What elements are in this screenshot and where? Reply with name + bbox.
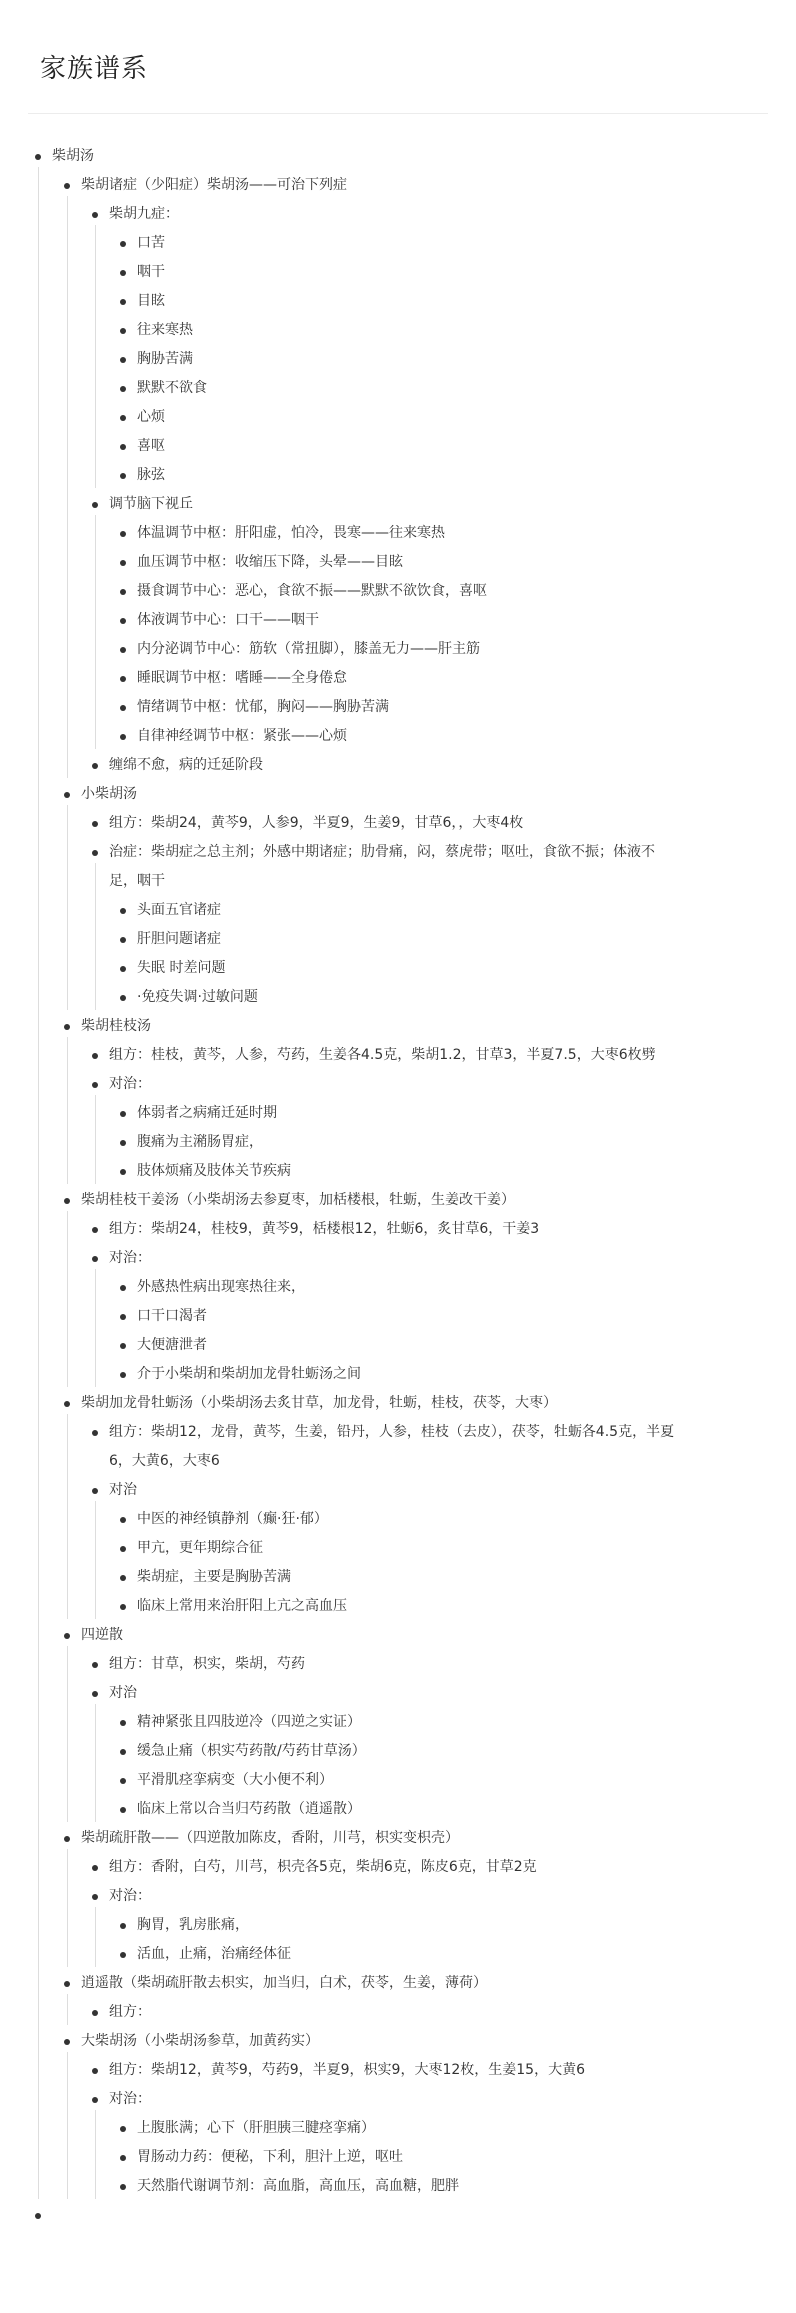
outline-bullet[interactable] [120, 618, 126, 624]
outline-bullet[interactable] [120, 676, 126, 682]
outline-bullet[interactable] [92, 1082, 98, 1088]
outline-bullet[interactable] [64, 2039, 70, 2045]
outline-item-text[interactable]: 组方：香附，白芍，川芎，枳壳各5克，柴胡6克，陈皮6克，甘草2克 [109, 1859, 537, 1875]
outline-bullet[interactable] [120, 2126, 126, 2132]
outline-item-text[interactable]: 组方：柴胡24，黄芩9，人参9，半夏9，生姜9，甘草6，，大枣4枚 [109, 815, 524, 831]
outline-item-text[interactable]: 血压调节中枢：收缩压下降，头晕——目眩 [137, 554, 403, 570]
outline-bullet[interactable] [120, 1778, 126, 1784]
outline-bullet[interactable] [120, 1604, 126, 1610]
outline-item-text[interactable]: 体温调节中枢：肝阳虚，怕冷，畏寒——往来寒热 [137, 525, 445, 541]
outline-bullet[interactable] [64, 183, 70, 189]
outline-bullet[interactable] [120, 560, 126, 566]
indent-guide [95, 863, 96, 1010]
outline-item-text[interactable]: 中医的神经镇静剂（癫·狂·郁） [137, 1511, 328, 1527]
outline-item-text[interactable]: 对治 [109, 1685, 137, 1701]
outline-item-text[interactable]: 胸胃，乳房胀痛， [137, 1917, 249, 1933]
outline-bullet[interactable] [120, 1343, 126, 1349]
outline-item-text[interactable]: 对治： [109, 1250, 151, 1266]
outline-item-text[interactable]: 逍遥散（柴胡疏肝散去枳实，加当归，白术，茯苓，生姜，薄荷） [81, 1975, 487, 1991]
outline-item-text[interactable]: 对治 [109, 1482, 137, 1498]
outline-item-text[interactable]: 治症：柴胡症之总主剂；外感中期诸症；肋骨痛，闷，蔡虎带；呕吐，食欲不振；体液不 [109, 844, 655, 860]
outline-bullet[interactable] [120, 908, 126, 914]
indent-guide [67, 196, 68, 778]
outline-item-text[interactable]: 脉弦 [137, 467, 165, 483]
outline-bullet[interactable] [92, 1894, 98, 1900]
outline-bullet[interactable] [92, 212, 98, 218]
indent-guide [67, 1994, 68, 2025]
outline-bullet[interactable] [64, 1198, 70, 1204]
outline-item-text[interactable]: 组方：桂枝，黄芩，人参，芍药，生姜各4.5克，柴胡1.2，甘草3，半夏7.5，大枣6枚劈 [109, 1047, 656, 1063]
outline-bullet[interactable] [120, 1807, 126, 1813]
outline-item-text[interactable]: 临床上常以合当归芍药散（逍遥散） [137, 1801, 361, 1817]
outline-item-text[interactable]: 组方： [109, 2004, 151, 2020]
outline-item-text[interactable]: 柴胡症，主要是胸胁苦满 [137, 1569, 291, 1585]
outline-item-text[interactable]: 柴胡桂枝干姜汤（小柴胡汤去参夏枣，加栝楼根，牡蛎，生姜改干姜） [81, 1192, 515, 1208]
indent-guide [67, 1037, 68, 1184]
outline-item-text[interactable]: 自律神经调节中枢：紧张——心烦 [137, 728, 347, 744]
outline-item-text[interactable]: 目眩 [137, 293, 165, 309]
outline-bullet[interactable] [92, 1256, 98, 1262]
outline-bullet[interactable] [92, 1865, 98, 1871]
outline-bullet[interactable] [120, 1140, 126, 1146]
outline-item-text[interactable]: 精神紧张且四肢逆冷（四逆之实证） [137, 1714, 361, 1730]
indent-guide [95, 1704, 96, 1822]
outline-item-text[interactable]: 缓急止痛（枳实芍药散/芍药甘草汤） [137, 1743, 366, 1759]
outline-item-text[interactable]: 甲亢，更年期综合征 [137, 1540, 263, 1556]
outline-item-text[interactable]: 柴胡诸症（少阳症）柴胡汤——可治下列症 [81, 177, 347, 193]
indent-guide [67, 1646, 68, 1822]
outline-bullet[interactable] [92, 1430, 98, 1436]
outline-bullet[interactable] [120, 1575, 126, 1581]
outline-bullet[interactable] [64, 1633, 70, 1639]
outline-item-text[interactable]: 临床上常用来治肝阳上亢之高血压 [137, 1598, 347, 1614]
outline-item-text-continued[interactable]: 6，大黄6，大枣6 [109, 1453, 220, 1469]
outline-bullet[interactable] [120, 473, 126, 479]
outline-bullet[interactable] [64, 1981, 70, 1987]
outline-item-text[interactable]: 心烦 [137, 409, 165, 425]
indent-guide [67, 1849, 68, 1967]
outline-item-text[interactable]: 柴胡九症： [109, 206, 179, 222]
outline-item-text[interactable]: 体弱者之病痛迁延时期 [137, 1105, 277, 1121]
outline-bullet[interactable] [35, 154, 41, 160]
outline-bullet[interactable] [120, 589, 126, 595]
outline-bullet[interactable] [92, 502, 98, 508]
outline-bullet[interactable] [92, 2068, 98, 2074]
outline-item-text[interactable]: 睡眠调节中枢：嗜睡——全身倦怠 [137, 670, 347, 686]
outline-bullet[interactable] [92, 763, 98, 769]
outline-item-text[interactable]: 内分泌调节中心：筋软（常扭脚），膝盖无力——肝主筋 [137, 641, 480, 657]
outline-bullet[interactable] [120, 1923, 126, 1929]
indent-guide [95, 1907, 96, 1967]
outline-bullet[interactable] [120, 2184, 126, 2190]
indent-guide [67, 805, 68, 1010]
outline-item-text[interactable]: 往来寒热 [137, 322, 193, 338]
outline-bullet[interactable] [120, 2155, 126, 2161]
outline-bullet[interactable] [92, 850, 98, 856]
indent-guide [95, 1501, 96, 1619]
page-title: 家族谱系 [40, 54, 149, 84]
outline-bullet[interactable] [120, 531, 126, 537]
outline-bullet[interactable] [120, 647, 126, 653]
outline-bullet[interactable] [92, 821, 98, 827]
outline-bullet[interactable] [120, 386, 126, 392]
indent-guide [95, 2110, 96, 2199]
outline-bullet[interactable] [92, 1662, 98, 1668]
outline-item-text[interactable]: 口干口渴者 [137, 1308, 207, 1324]
outline-item-text[interactable]: 胸胁苦满 [137, 351, 193, 367]
outline-item-text[interactable]: 外感热性病出现寒热往来， [137, 1279, 305, 1295]
outline-item-text[interactable]: 活血，止痛，治痛经体征 [137, 1946, 291, 1962]
outline-item-text[interactable]: 肢体烦痛及肢体关节疾病 [137, 1163, 291, 1179]
outline-bullet[interactable] [120, 270, 126, 276]
outline-bullet[interactable] [120, 1720, 126, 1726]
outline-item-text[interactable]: 柴胡加龙骨牡蛎汤（小柴胡汤去炙甘草，加龙骨，牡蛎，桂枝，茯苓，大枣） [81, 1395, 557, 1411]
indent-guide [67, 1414, 68, 1619]
outline-bullet[interactable] [64, 792, 70, 798]
outline-bullet[interactable] [120, 1749, 126, 1755]
outline-item-text[interactable]: 调节脑下视丘 [109, 496, 193, 512]
outline-bullet[interactable] [120, 1517, 126, 1523]
outline-bullet[interactable] [120, 705, 126, 711]
outline-bullet[interactable] [120, 1314, 126, 1320]
outline-item-text[interactable]: 对治： [109, 1076, 151, 1092]
outline-bullet[interactable] [64, 1024, 70, 1030]
outline-bullet[interactable] [120, 328, 126, 334]
outline-item-text[interactable]: 情绪调节中枢：忧郁，胸闷——胸胁苦满 [137, 699, 389, 715]
outline-item-text[interactable]: 小柴胡汤 [81, 786, 137, 802]
outline-item-text[interactable]: 肝胆问题诸症 [137, 931, 221, 947]
outline-bullet[interactable] [120, 444, 126, 450]
indent-guide [95, 1269, 96, 1387]
outline-item-text[interactable]: 对治： [109, 2091, 151, 2107]
outline-item-text[interactable]: 上腹胀满；心下（肝胆胰三腱痉挛痛） [137, 2120, 375, 2136]
indent-guide [95, 1095, 96, 1184]
outline-item-text[interactable]: 大柴胡汤（小柴胡汤参草，加黄药实） [81, 2033, 319, 2049]
outline-item-text[interactable]: 介于小柴胡和柴胡加龙骨牡蛎汤之间 [137, 1366, 361, 1382]
outline-item-text[interactable]: 平滑肌痉挛病变（大小便不利） [137, 1772, 333, 1788]
outline-bullet[interactable] [92, 1488, 98, 1494]
outline-item-text[interactable]: 组方：柴胡24，桂枝9，黄芩9，栝楼根12，牡蛎6，炙甘草6，干姜3 [109, 1221, 540, 1237]
indent-guide [95, 225, 96, 488]
outline-item-text[interactable]: ·免疫失调·过敏问题 [137, 989, 258, 1005]
outline-bullet[interactable] [120, 1952, 126, 1958]
outline-bullet[interactable] [92, 1691, 98, 1697]
outline-bullet[interactable] [120, 1285, 126, 1291]
outline-item-text[interactable]: 胃肠动力药：便秘，下利，胆汁上逆，呕吐 [137, 2149, 403, 2165]
outline-bullet[interactable] [120, 1111, 126, 1117]
outline-bullet[interactable] [120, 1372, 126, 1378]
outline-item-text[interactable]: 柴胡桂枝汤 [81, 1018, 151, 1034]
outline-bullet[interactable] [120, 937, 126, 943]
outline-item-text-continued[interactable]: 足，咽干 [109, 873, 165, 889]
outline-bullet[interactable] [35, 2213, 41, 2219]
outline-bullet[interactable] [92, 1227, 98, 1233]
outline-bullet[interactable] [120, 966, 126, 972]
indent-guide [67, 2052, 68, 2199]
outline-bullet[interactable] [92, 2010, 98, 2016]
outline-item-text[interactable]: 柴胡汤 [52, 148, 94, 164]
outline-item-text[interactable]: 组方：柴胡12，黄芩9，芍药9，半夏9，枳实9，大枣12枚，生姜15，大黄6 [109, 2062, 585, 2078]
indent-guide [95, 515, 96, 749]
outline-bullet[interactable] [120, 1546, 126, 1552]
outline-bullet[interactable] [120, 415, 126, 421]
outline-bullet[interactable] [120, 1169, 126, 1175]
outline-item-text[interactable]: 口苦 [137, 235, 165, 251]
outline-bullet[interactable] [120, 995, 126, 1001]
outline-item-text[interactable]: 默默不欲食 [137, 380, 207, 396]
outline-item-text[interactable]: 体液调节中心：口干——咽干 [137, 612, 319, 628]
outline-item-text[interactable]: 组方：甘草，枳实，柴胡，芍药 [109, 1656, 305, 1672]
outline-bullet[interactable] [92, 1053, 98, 1059]
outline-bullet[interactable] [120, 357, 126, 363]
indent-guide [38, 167, 39, 2199]
outline-item-text[interactable]: 头面五官诸症 [137, 902, 221, 918]
outline-item-text[interactable]: 对治： [109, 1888, 151, 1904]
outline-item-text[interactable]: 四逆散 [81, 1627, 123, 1643]
outline-item-text[interactable]: 咽干 [137, 264, 165, 280]
indent-guide [67, 1211, 68, 1387]
outline-bullet[interactable] [64, 1401, 70, 1407]
outline-bullet[interactable] [120, 241, 126, 247]
outline-item-text[interactable]: 喜呕 [137, 438, 165, 454]
outline-item-text[interactable]: 组方：柴胡12，龙骨，黄芩，生姜，铅丹，人参，桂枝（去皮），茯苓，牡蛎各4.5克，半夏 [109, 1424, 675, 1440]
outline-item-text[interactable]: 大便溏泄者 [137, 1337, 207, 1353]
outline-item-text[interactable]: 天然脂代谢调节剂：高血脂，高血压，高血糖，肥胖 [137, 2178, 459, 2194]
outline-bullet[interactable] [120, 299, 126, 305]
outline-item-text[interactable]: 缠绵不愈，病的迁延阶段 [109, 757, 263, 773]
outline-item-text[interactable]: 柴胡疏肝散——（四逆散加陈皮，香附，川芎，枳实变枳壳） [81, 1830, 459, 1846]
outline-bullet[interactable] [92, 2097, 98, 2103]
outline-item-text[interactable]: 摄食调节中心：恶心，食欲不振——默默不欲饮食，喜呕 [137, 583, 487, 599]
outline-bullet[interactable] [64, 1836, 70, 1842]
outline-bullet[interactable] [120, 734, 126, 740]
outline-item-text[interactable]: 腹痛为主潲肠胃症， [137, 1134, 263, 1150]
outline-item-text[interactable]: 失眠 时差问题 [137, 960, 226, 976]
